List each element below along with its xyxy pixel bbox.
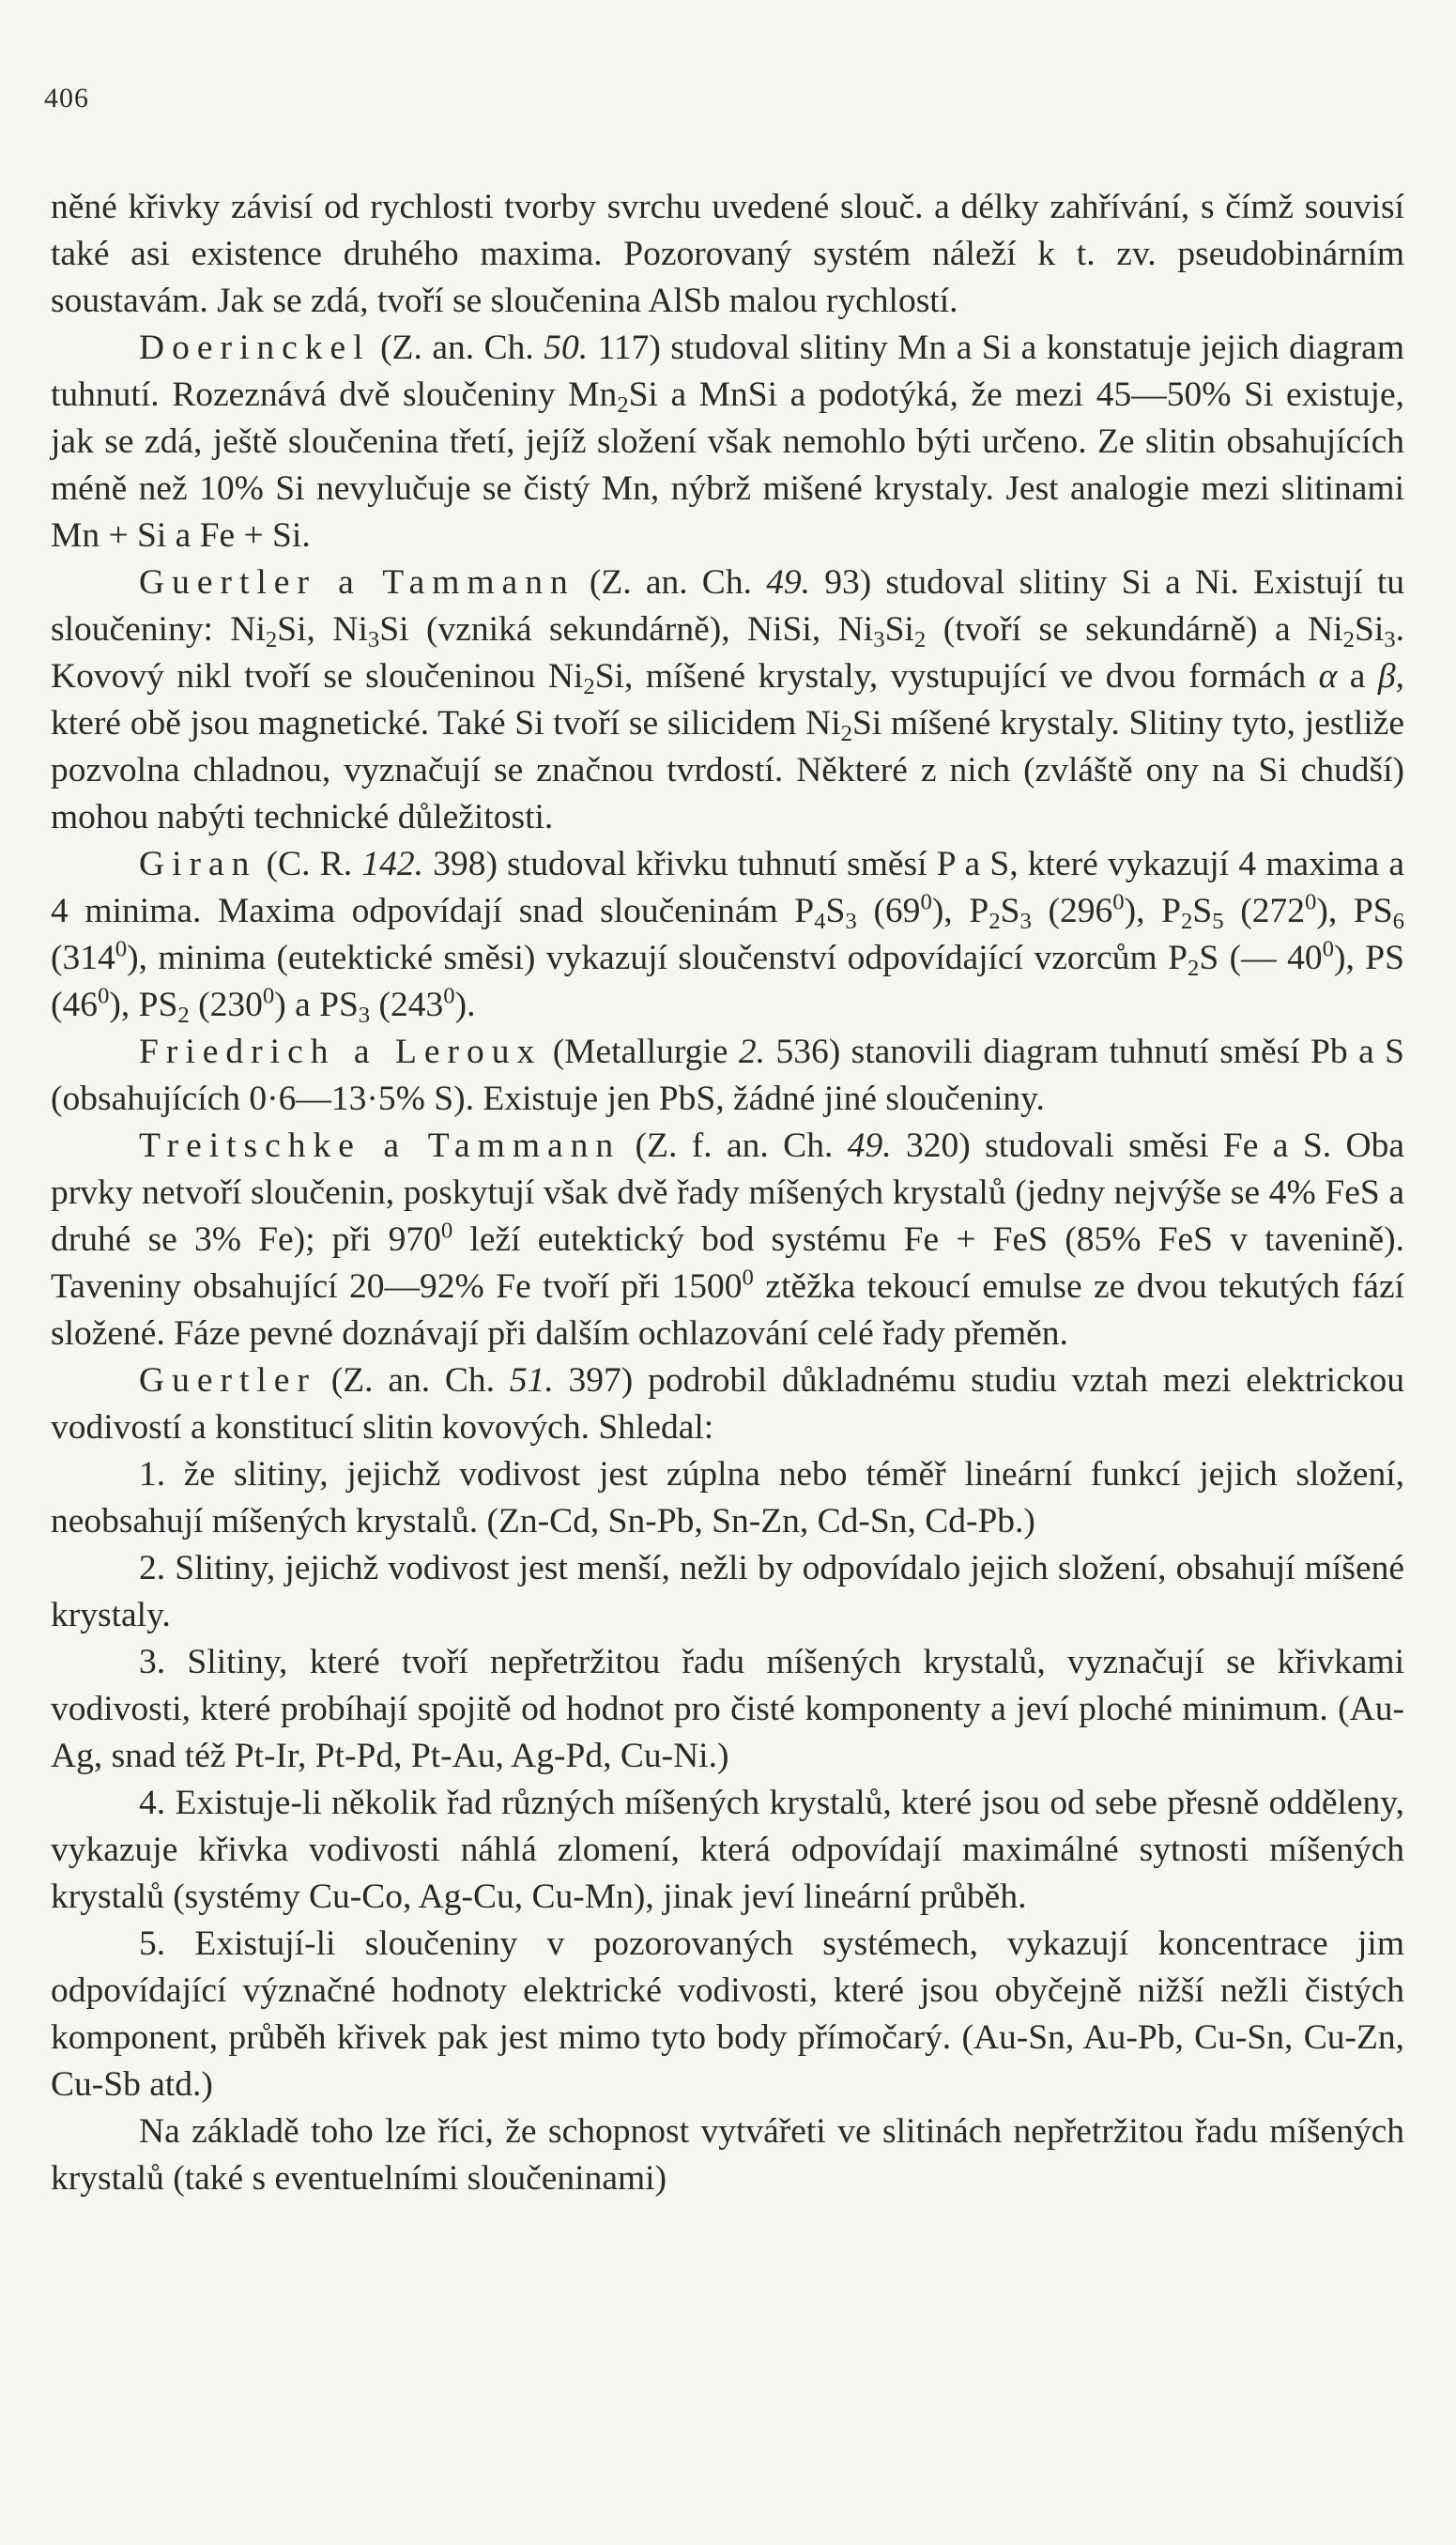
paragraph-alsb: něné křivky závisí od rychlosti tvorby svrchu uvedené slouč. a délky zahřívání, s čímž souvisí také asi existence druhého maxima. Pozorovaný systém náleží k t. zv. pseudobinárním soustavám. Jak se zdá, tvoří se sloučenina AlSb malou rychlostí. [51, 188, 1404, 320]
paragraph-giran: Giran (C. R. 142. 398) studoval křivku tuhnutí směsí P a S, které vykazují 4 maxima a 4 minima. Maxima odpovídají snad sloučeninám $P_4S_3$ $(69^0)$, $P_2S_3$ $(296^0)$, $P_2S_5$ $(272^0)$, $PS_6$ $(314^0)$, minima (eutektické směsi) vykazují sloučenství odpovídající vzorcům $P_2S$ (— $40^0$), PS $(46^0)$, $PS_2$ $(230^0)$ a $PS_3$ $(243^0)$. [51, 845, 1405, 1028]
body-text [51, 184, 1404, 2202]
volume-number: 2. [738, 1033, 766, 1071]
volume-number: 49. [766, 563, 811, 602]
volume-number: 50. [544, 329, 589, 367]
list-item-1: 1. že slitiny, jejichž vodivost jest zúplna nebo téměř lineární funkcí jejich složení, neobsahují míšených krystalů. (Zn-Cd, Sn-Pb, Sn-Zn, Cd-Sn, Cd-Pb.) [51, 1455, 1404, 1541]
list-item-4: 4. Existuje-li několik řad různých míšených krystalů, které jsou od sebe přesně odděleny, vykazuje křivka vodivosti náhlá zlomení, která odpovídají maximálné sytnosti míšených krystalů (systémy Cu-Co, Ag-Cu, Cu-Mn), jinak jeví lineární průběh. [51, 1784, 1404, 1916]
author-name: Guertler a Tammann [139, 563, 575, 602]
paragraph-friedrich-leroux: Friedrich a Leroux (Metallurgie 2. 536) stanovili diagram tuhnutí směsí Pb a S (obsahujících 0·6—13·5% S). Existuje jen PbS, žádné jiné sloučeniny. [51, 1033, 1405, 1118]
paragraph-guertler-conductivity: Guertler (Z. an. Ch. 51. 397) podrobil důkladnému studiu vztah mezi elektrickou vodivostí a konstitucí slitin kovových. Shledal: [51, 1361, 1404, 1447]
volume-number: 51. [509, 1361, 554, 1400]
volume-number: 142. [361, 845, 423, 883]
list-item-2: 2. Slitiny, jejichž vodivost jest menší, nežli by odpovídalo jejich složení, obsahují míšené krystaly. [51, 1549, 1404, 1634]
author-name: Guertler [139, 1361, 316, 1400]
list-item-5: 5. Existují-li sloučeniny v pozorovaných systémech, vykazují koncentrace jim odpovídající význačné hodnoty elektrické vodivosti, které jsou obyčejně nižší nežli čistých komponent, průběh křivek pak jest mimo tyto body přímočarý. (Au-Sn, Au-Pb, Cu-Sn, Cu-Zn, Cu-Sb atd.) [51, 1924, 1404, 2104]
paragraph-treitschke-tammann: Treitschke a Tammann (Z. f. an. Ch. 49. 320) studovali směsi Fe a S. Oba prvky netvoří sloučenin, poskytují však dvě řady míšených krystalů (jedny nejvýše se 4% FeS a druhé se 3% Fe); při $970^0$ leží eutektický bod systému Fe + FeS (85% FeS v tavenině). Taveniny obsahující 20—92% Fe tvoří při 1500$^0$ ztěžka tekoucí emulse ze dvou tekutých fází složené. Fáze pevné doznávají při dalším ochlazování celé řady přeměn. [51, 1127, 1405, 1353]
page-number: 406 [44, 83, 89, 114]
author-name: Friedrich a Leroux [139, 1033, 543, 1071]
paragraph-guertler-tammann: Guertler a Tammann (Z. an. Ch. 49. 93) studoval slitiny Si a Ni. Existují tu sloučeniny: $Ni_2Si$, $Ni_3Si$ (vzniká sekundárně), NiSi, $Ni_3Si_2$ (tvoří se sekundárně) a $Ni_2Si_3$. Kovový nikl tvoří se sloučeninou $Ni_2Si$, míšené krystaly, vystupující ve dvou formách α a β, které obě jsou magnetické. Také Si tvoří se silicidem $Ni_2Si$ míšené krystaly. Slitiny tyto, jestliže pozvolna chladnou, vyznačují se značnou tvrdostí. Některé z nich (zvláště ony na Si chudší) mohou nabýti technické důležitosti. [51, 563, 1405, 836]
paragraph-conclusion: Na základě toho lze říci, že schopnost vytvářeti ve slitinách nepřetržitou řadu míšených krystalů (také s eventuelními sloučeninami) [51, 2112, 1404, 2198]
author-name: Doerinckel [139, 329, 371, 367]
author-name: Treitschke a Tammann [139, 1127, 621, 1165]
paragraph-doerinckel: Doerinckel (Z. an. Ch. 50. 117) studoval slitiny Mn a Si a konstatuje jejich diagram tuhnutí. Rozeznává dvě sloučeniny $Mn_2Si$ a MnSi a podotýká, že mezi 45—50% Si existuje, jak se zdá, ještě sloučenina třetí, jejíž složení však nemohlo býti určeno. Ze slitin obsahujících méně než 10% Si nevylučuje se čistý Mn, nýbrž mišené krystaly. Jest analogie mezi slitinami Mn + Si a Fe + Si. [51, 329, 1404, 555]
author-name: Giran [139, 845, 257, 883]
volume-number: 49. [847, 1127, 892, 1165]
list-item-3: 3. Slitiny, které tvoří nepřetržitou řadu míšených krystalů, vyznačují se křivkami vodivosti, které probíhají spojitě od hodnot pro čisté komponenty a jeví ploché minimum. (Au-Ag, snad též Pt-Ir, Pt-Pd, Pt-Au, Ag-Pd, Cu-Ni.) [51, 1643, 1404, 1775]
